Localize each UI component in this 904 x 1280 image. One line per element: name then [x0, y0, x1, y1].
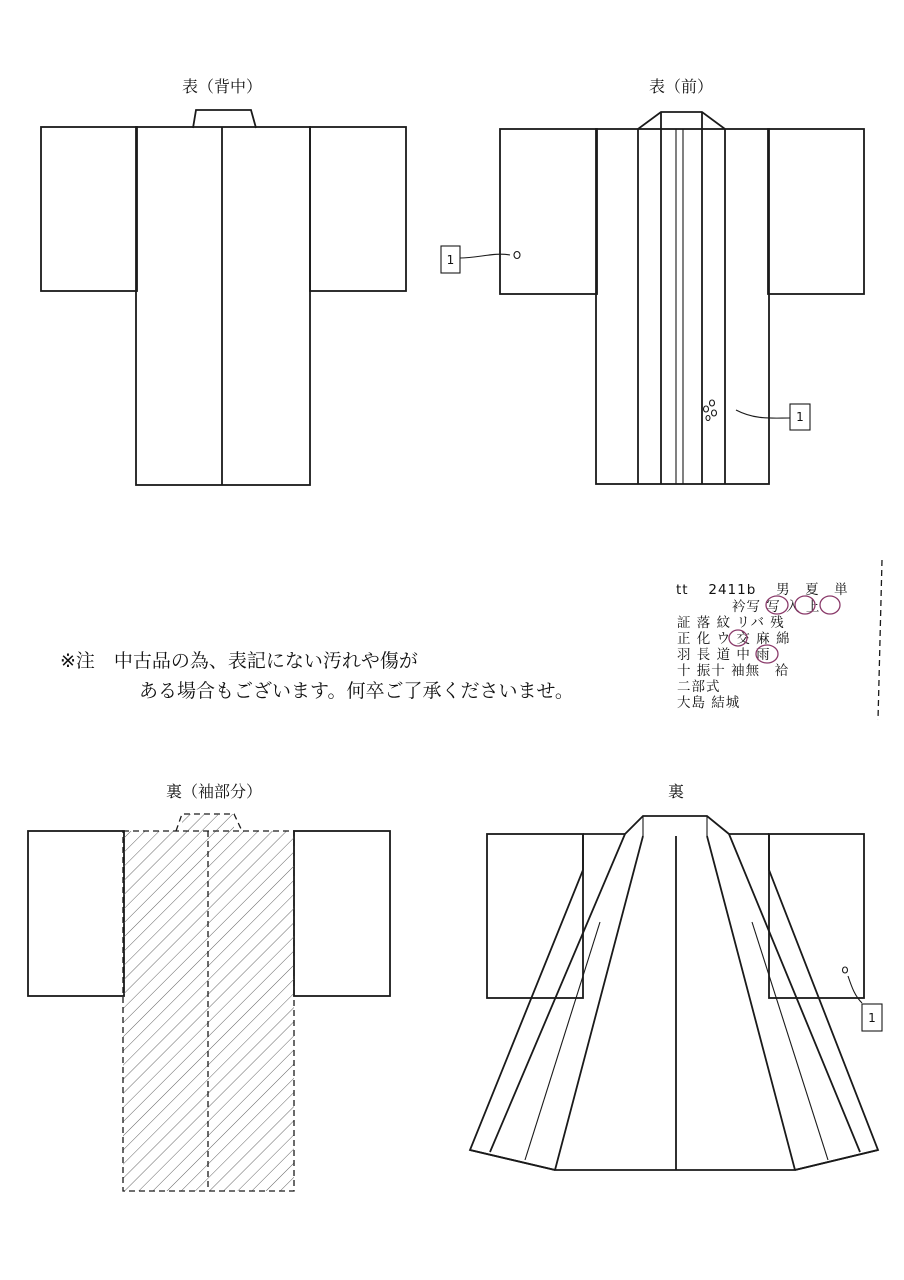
tag-line-6: 十 振十 袖無 袷	[677, 663, 790, 679]
front-right-sleeve	[768, 129, 864, 294]
tag-line-7: 二部式	[677, 679, 721, 695]
tag-sheet	[676, 560, 882, 720]
back-collar	[193, 110, 256, 128]
lining-view-right-sleeve	[769, 834, 864, 998]
notice-line-2: ある場合もございます。何卒ご了承くださいませ。	[139, 680, 574, 702]
lining-sleeve-figure	[28, 782, 390, 1191]
front-sleeve-stain-count: 1	[446, 253, 455, 267]
back-right-sleeve	[310, 127, 406, 291]
lining-view-left-sleeve	[487, 834, 583, 998]
lining-sleeve-stain-count: 1	[868, 1011, 876, 1025]
lining-view-skirt	[470, 834, 878, 1170]
lining-sleeve-stain-marker	[843, 967, 883, 1031]
tag-sheet-edge	[878, 560, 882, 720]
back-left-sleeve	[41, 127, 137, 291]
front-panel-stain-count: 1	[796, 410, 804, 424]
front-view-figure	[441, 77, 864, 484]
back-view-figure	[41, 77, 406, 485]
tag-line-2: 衿写 写 入 上	[732, 599, 821, 615]
lining-right-sleeve	[294, 831, 390, 996]
front-collar-top	[638, 112, 725, 129]
front-left-sleeve	[500, 129, 597, 294]
lining-view-collar	[625, 816, 729, 834]
lining-left-sleeve	[28, 831, 124, 996]
front-panel-stain-marker	[704, 400, 811, 430]
front-view-title: 表（前）	[648, 77, 714, 96]
tag-line-4: 正 化 ウ 交 麻 綿	[677, 631, 791, 647]
tag-line-8: 大島 結城	[677, 695, 741, 711]
tag-line-3: 証 落 紋 リバ 残	[677, 615, 785, 631]
back-body	[136, 127, 310, 485]
front-sleeve-stain-marker	[441, 246, 520, 273]
lining-view-title: 裏	[667, 782, 685, 801]
lining-sleeve-title: 裏（袖部分）	[165, 782, 263, 801]
notice-line-1: ※注 中古品の為、表記にない汚れや傷が	[60, 650, 418, 672]
tag-line-1: tt 2411b 男 夏 単	[676, 582, 849, 598]
tag-circle-top	[820, 596, 840, 614]
notice-block	[60, 650, 574, 702]
back-view-title: 表（背中）	[181, 77, 263, 96]
lining-view-figure	[470, 782, 882, 1170]
tag-line-5: 羽 長 道 中 雨	[677, 647, 771, 663]
